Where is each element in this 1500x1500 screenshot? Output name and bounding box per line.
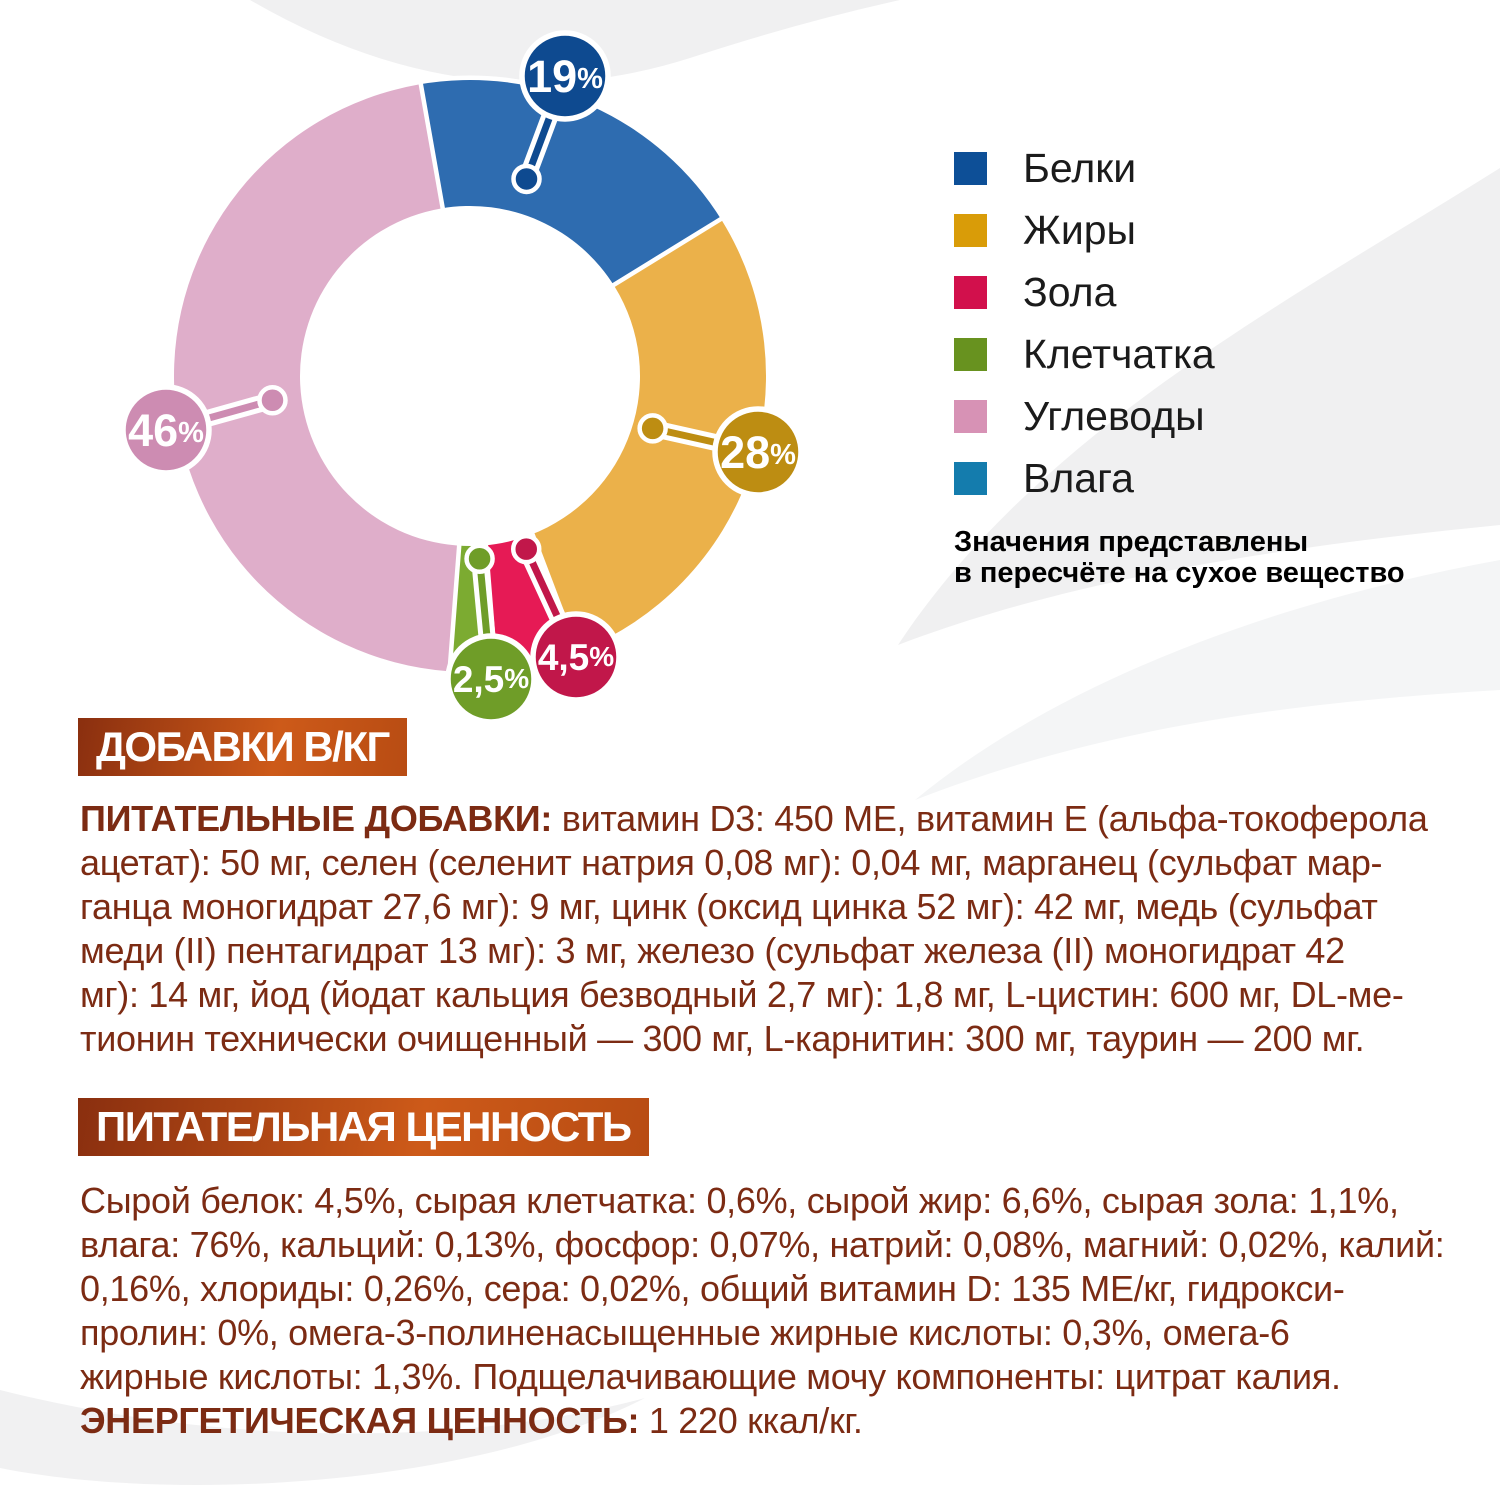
chart-note xyxy=(954,527,1405,589)
text-line: ганца моногидрат 27,6 мг): 9 мг, цинк (оксид цинка 52 мг): 42 мг, медь (сульфат xyxy=(80,886,1378,927)
text-line: меди (II) пентагидрат 13 мг): 3 мг, железо (сульфат железа (II) моногидрат 42 xyxy=(80,930,1345,971)
text-line: ПИТАТЕЛЬНЫЕ ДОБАВКИ: витамин D3: 450 МЕ, витамин Е (альфа-токоферола xyxy=(80,798,1428,839)
legend-label: Зола xyxy=(1023,269,1117,315)
value-badge-label-fiber: 2,5% xyxy=(452,659,530,701)
section-header-nutrition: ПИТАТЕЛЬНАЯ ЦЕННОСТЬ xyxy=(78,1098,649,1156)
legend-label: Жиры xyxy=(1023,207,1137,253)
legend-item-ash xyxy=(954,269,1215,315)
additives-text xyxy=(80,797,1490,1061)
legend-item-moisture xyxy=(954,455,1215,501)
callout-anchor-proteins xyxy=(514,166,540,192)
legend-item-fats xyxy=(954,207,1215,253)
chart-legend xyxy=(954,145,1215,501)
text-line: мг): 14 мг, йод (йодат кальция безводный 2,7 мг): 1,8 мг, L-цистин: 600 мг, DL-ме- xyxy=(80,974,1404,1015)
legend-swatch-ash xyxy=(954,276,987,309)
text-line: жирные кислоты: 1,3%. Подщелачивающие мочу компоненты: цитрат калия. xyxy=(80,1356,1341,1397)
legend-label: Углеводы xyxy=(1023,393,1205,439)
value-badge-label-ash: 4,5% xyxy=(537,637,615,679)
legend-swatch-carbs xyxy=(954,400,987,433)
value-badge-label-proteins: 19% xyxy=(527,50,603,102)
text-line: ЭНЕРГЕТИЧЕСКАЯ ЦЕННОСТЬ: 1 220 ккал/кг. xyxy=(80,1400,863,1441)
chart-note-line: в пересчёте на сухое вещество xyxy=(954,557,1405,589)
callout-anchor-fiber xyxy=(467,546,493,572)
legend-swatch-fiber xyxy=(954,338,987,371)
section-header-additives: ДОБАВКИ В/КГ xyxy=(78,718,407,776)
legend-swatch-proteins xyxy=(954,152,987,185)
text-line: Сырой белок: 4,5%, сырая клетчатка: 0,6%, сырой жир: 6,6%, сырая зола: 1,1%, xyxy=(80,1180,1399,1221)
legend-swatch-fats xyxy=(954,214,987,247)
legend-label: Белки xyxy=(1023,145,1137,191)
callout-anchor-carbs xyxy=(259,387,285,413)
donut-chart xyxy=(0,0,960,790)
legend-item-carbs xyxy=(954,393,1215,439)
callout-anchor-ash xyxy=(513,536,539,562)
text-line: ацетат): 50 мг, селен (селенит натрия 0,08 мг): 0,04 мг, марганец (сульфат мар- xyxy=(80,842,1383,883)
legend-item-proteins xyxy=(954,145,1215,191)
legend-item-fiber xyxy=(954,331,1215,377)
donut-segment-carbs xyxy=(174,84,457,671)
legend-swatch-moisture xyxy=(954,462,987,495)
legend-label: Влага xyxy=(1023,455,1134,501)
text-line: 0,16%, хлориды: 0,26%, сера: 0,02%, общий витамин D: 135 МЕ/кг, гидрокси- xyxy=(80,1268,1345,1309)
text-line: пролин: 0%, омега-3-полиненасыщенные жирные кислоты: 0,3%, омега-6 xyxy=(80,1312,1290,1353)
value-badge-label-carbs: 46% xyxy=(128,404,204,456)
chart-note-line: Значения представлены xyxy=(954,526,1309,558)
text-line: влага: 76%, кальций: 0,13%, фосфор: 0,07%, натрий: 0,08%, магний: 0,02%, калий: xyxy=(80,1224,1445,1265)
legend-label: Клетчатка xyxy=(1023,331,1215,377)
nutrition-text xyxy=(80,1179,1490,1443)
callout-anchor-fats xyxy=(640,415,666,441)
value-badge-label-fats: 28% xyxy=(720,426,796,478)
text-line: тионин технически очищенный — 300 мг, L-карнитин: 300 мг, таурин — 200 мг. xyxy=(80,1018,1365,1059)
